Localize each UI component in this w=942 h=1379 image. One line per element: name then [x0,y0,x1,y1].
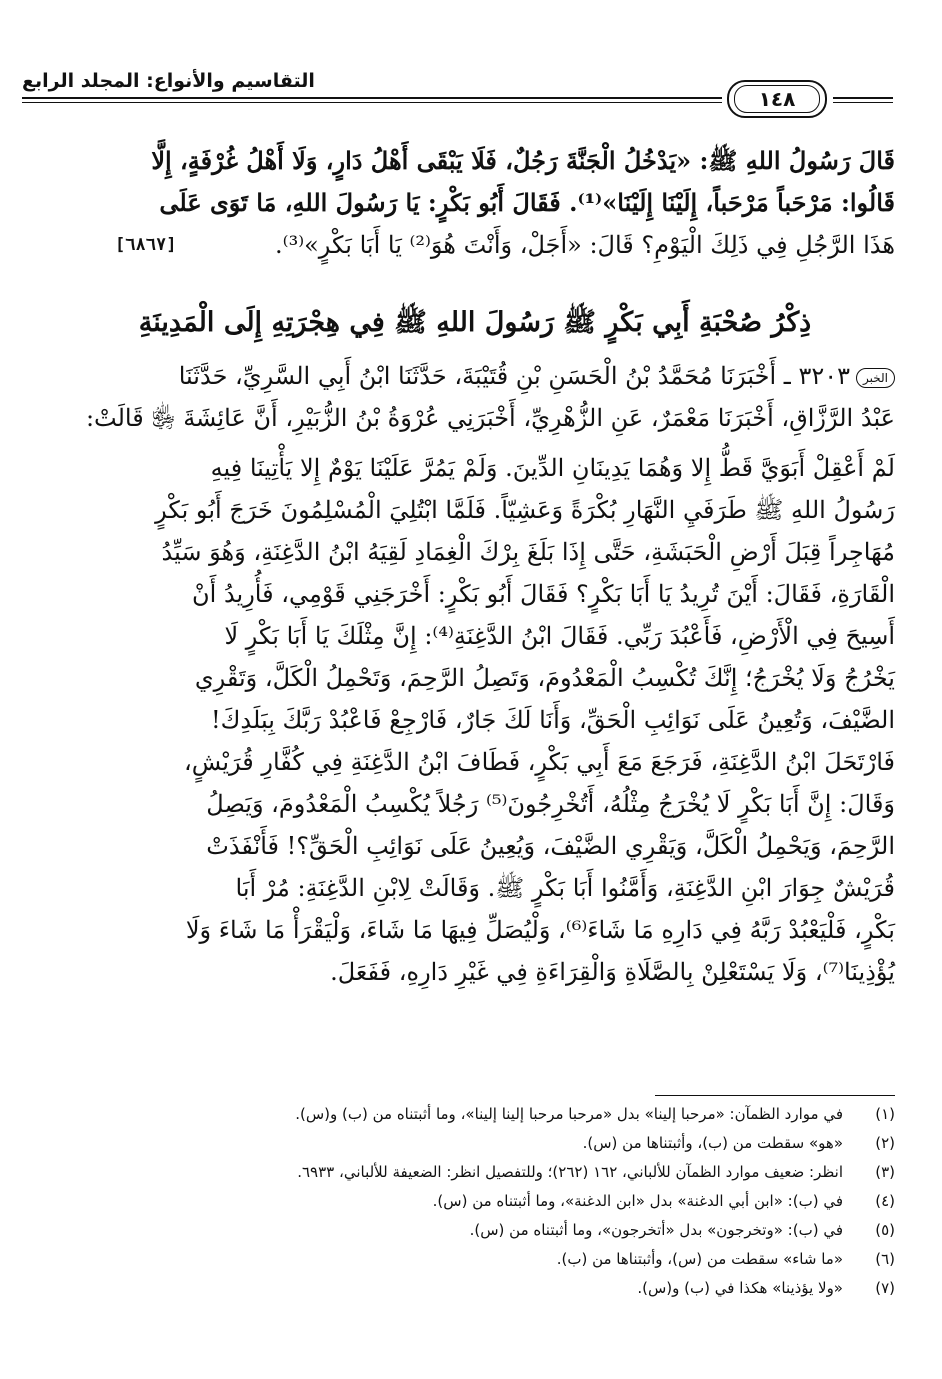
text-line [55,224,895,266]
footnote-text: في (ب): «ابن أبي الدغنة» بدل «ابن الدغنة»، وما أثبتناه من (س). [432,1192,843,1210]
text-line: مُهَاجِراً قِبَلَ أَرْضِ الْحَبَشَةِ، حَتَّى إِذَا بَلَغَ بِرْكَ الْغِمَادِ لَقِيَهُ ابْنُ الدَّغِنَةِ، وَهُوَ سَيِّدُ [161,538,895,566]
text-line: وَقَالَ: إِنَّ أَبَا بَكْرٍ لَا يُخْرَجُ مِثْلُهُ، أَتُخْرِجُونَ⁽⁵⁾ رَجُلاً يُكْسِبُ الْمَعْدُومَ، وَيَصِلُ [206,790,895,818]
footnote-number: (٦) [875,1250,895,1268]
text-line: الْقَارَةِ، فَقَالَ: أَيْنَ تُرِيدُ يَا أَبَا بَكْرٍ؟ فَقَالَ أَبُو بَكْرٍ: أَخْرَجَنِي قَوْمِي، فَأُرِيدُ أَنْ [192,580,895,608]
footnote-text: انظر: ضعيف موارد الظمآن للألباني، ١٦٢ (٢٦٢)؛ وللتفصيل انظر: الضعيفة للألباني، ٦٩٣٣. [297,1163,843,1181]
footnote-number: (٤) [875,1192,895,1210]
footnote-divider [655,1095,895,1096]
footnote-text: «ما شاء» سقطت من (س)، وأثبتناها من (ب). [556,1250,843,1268]
footnote-number: (٣) [875,1163,895,1181]
text-line: يُؤْذِينَا⁽⁷⁾، وَلَا يَسْتَعْلِنْ بِالصَّلَاةِ وَالْقِرَاءَةِ فِي غَيْرِ دَارِهِ، فَفَعَلَ. [330,958,895,986]
text-line: عَبْدُ الرَّزَّاقِ، أَخْبَرَنَا مَعْمَرٌ، عَنِ الزُّهْرِيِّ، أَخْبَرَنِي عُرْوَةُ بْنُ الزُّبَيْرِ، أَنَّ عَائِشَةَ ﵂ قَالَتْ: [85,404,895,432]
text-line: الضَّيْفَ، وَتُعِينُ عَلَى نَوَائِبِ الْحَقِّ، وَأَنَا لَكَ جَارٌ، فَارْجِعْ فَاعْبُدْ رَبَّكَ بِبَلَدِكَ! [211,706,895,734]
footnote [100,1100,895,1129]
footnote-text: في (ب): «وتخرجون» بدل «أتخرجون»، وما أثبتناه من (س). [469,1221,843,1239]
text-line: بَكْرٍ، فَلْيَعْبُدْ رَبَّهُ فِي دَارِهِ مَا شَاءَ⁽⁶⁾، وَلْيُصَلِّ فِيهَا مَا شَاءَ، وَلْيَقْرَأْ مَا شَاءَ وَلَا [185,916,895,944]
footnote-number: (١) [875,1105,895,1123]
header-rule [22,97,722,99]
header-rule [833,102,893,103]
footnote [100,1216,895,1245]
hadith-badge: الخبر [856,368,895,388]
footnotes [100,1100,895,1303]
footnote-text: «هو» سقطت من (ب)، وأثبتناها من (س). [582,1134,843,1152]
text-line: قَالَ رَسُولُ اللهِ ﷺ: «يَدْخُلُ الْجَنَّةَ رَجُلٌ، فَلَا يَبْقَى أَهْلُ دَارٍ، وَلَا أَهْلُ غُرْفَةٍ، إِلَّا [151,146,895,175]
footnote-number: (٧) [875,1279,895,1297]
footnote [100,1274,895,1303]
text-line-content: هَذَا الرَّجُلِ فِي ذَلِكَ الْيَوْمِ؟ قَالَ: «أَجَلْ، وَأَنْتَ هُوَ⁽²⁾ يَا أَبَا بَكْرٍ»⁽³⁾. [275,231,895,259]
text-line: أَسِيحَ فِي الْأَرْضِ، فَأَعْبُدَ رَبِّي. فَقَالَ ابْنُ الدَّغِنَةِ⁽⁴⁾: إِنَّ مِثْلَكَ يَا أَبَا بَكْرٍ لَا [224,622,895,650]
hadith-ref-number: [٦٨٦٧] [115,235,177,255]
footnote [100,1129,895,1158]
previous-hadith [55,140,895,266]
isnad-line: ٣٢٠٣ ـ أَخْبَرَنَا مُحَمَّدُ بْنُ الْحَسَنِ بْنِ قُتَيْبَةَ، حَدَّثَنَا ابْنُ أَبِي السَّرِيِّ، حَدَّثَنَا [178,362,851,390]
text-line [55,355,895,397]
footnote-text: في موارد الظمآن: «مرحبا إلينا» بدل «مرحبا مرحبا إلينا إلينا»، وما أثبتناه من (ب) و(س). [295,1105,843,1123]
text-line: يَخْرُجُ وَلَا يُخْرَجُ؛ إِنَّكَ تُكْسِبُ الْمَعْدُومَ، وَتَصِلُ الرَّحِمَ، وَتَحْمِلُ الْكَلَّ، وَتَقْرِي [194,664,895,692]
header-rule [833,97,893,99]
text-line: لَمْ أَعْقِلْ أَبَوَيَّ قَطُّ إِلا وَهُمَا يَدِينَانِ الدِّينَ. وَلَمْ يَمُرَّ عَلَيْنَا يَوْمٌ إِلا يَأْتِينَا فِيهِ [210,454,895,482]
footnote-text: «ولا يؤذينا» هكذا في (ب) و(س). [637,1279,843,1297]
page-number-frame [727,80,827,118]
text-line: رَسُولُ اللهِ ﷺ طَرَفَيِ النَّهَارِ بُكْرَةً وَعَشِيّاً. فَلَمَّا ابْتُلِيَ الْمُسْلِمُونَ خَرَجَ أَبُو بَكْرٍ [155,496,895,524]
hadith-isnad [55,355,895,439]
footnote [100,1245,895,1274]
hadith-matn [55,447,895,993]
text-line: قَالُوا: مَرْحَباً مَرْحَباً، إِلَيْنَا إِلَيْنَا»⁽¹⁾. فَقَالَ أَبُو بَكْرٍ: يَا رَسُولَ اللهِ، مَا تَوَى عَلَى [159,188,895,217]
text-line: فَارْتَحَلَ ابْنُ الدَّغِنَةِ، فَرَجَعَ مَعَ أَبِي بَكْرٍ، فَطَافَ ابْنُ الدَّغِنَةِ فِي كُفَّارِ قُرَيْشٍ، [184,748,895,776]
footnote [100,1187,895,1216]
text-line: قُرَيْشٌ جِوَارَ ابْنِ الدَّغِنَةِ، وَأَمَّنُوا أَبَا بَكْرٍ ﷺ. وَقَالَتْ لِابْنِ الدَّغِنَةِ: مُرْ أَبَا [235,874,895,902]
footnote-number: (٥) [875,1221,895,1239]
header-rule [22,102,722,103]
section-heading: ذِكْرُ صُحْبَةِ أَبِي بَكْرٍ ﷺ رَسُولَ اللهِ ﷺ فِي هِجْرَتِهِ إِلَى الْمَدِينَةِ [138,307,812,338]
footnote-number: (٢) [875,1134,895,1152]
page-number: ١٤٨ [734,85,820,113]
running-title: التقاسيم والأنواع: المجلد الرابع [22,70,315,92]
footnote [100,1158,895,1187]
text-line: الرَّحِمَ، وَيَحْمِلُ الْكَلَّ، وَيَقْرِي الضَّيْفَ، وَيُعِينُ عَلَى نَوَائِبِ الْحَقِّ؟! فَأَنْفَذَتْ [206,832,895,860]
